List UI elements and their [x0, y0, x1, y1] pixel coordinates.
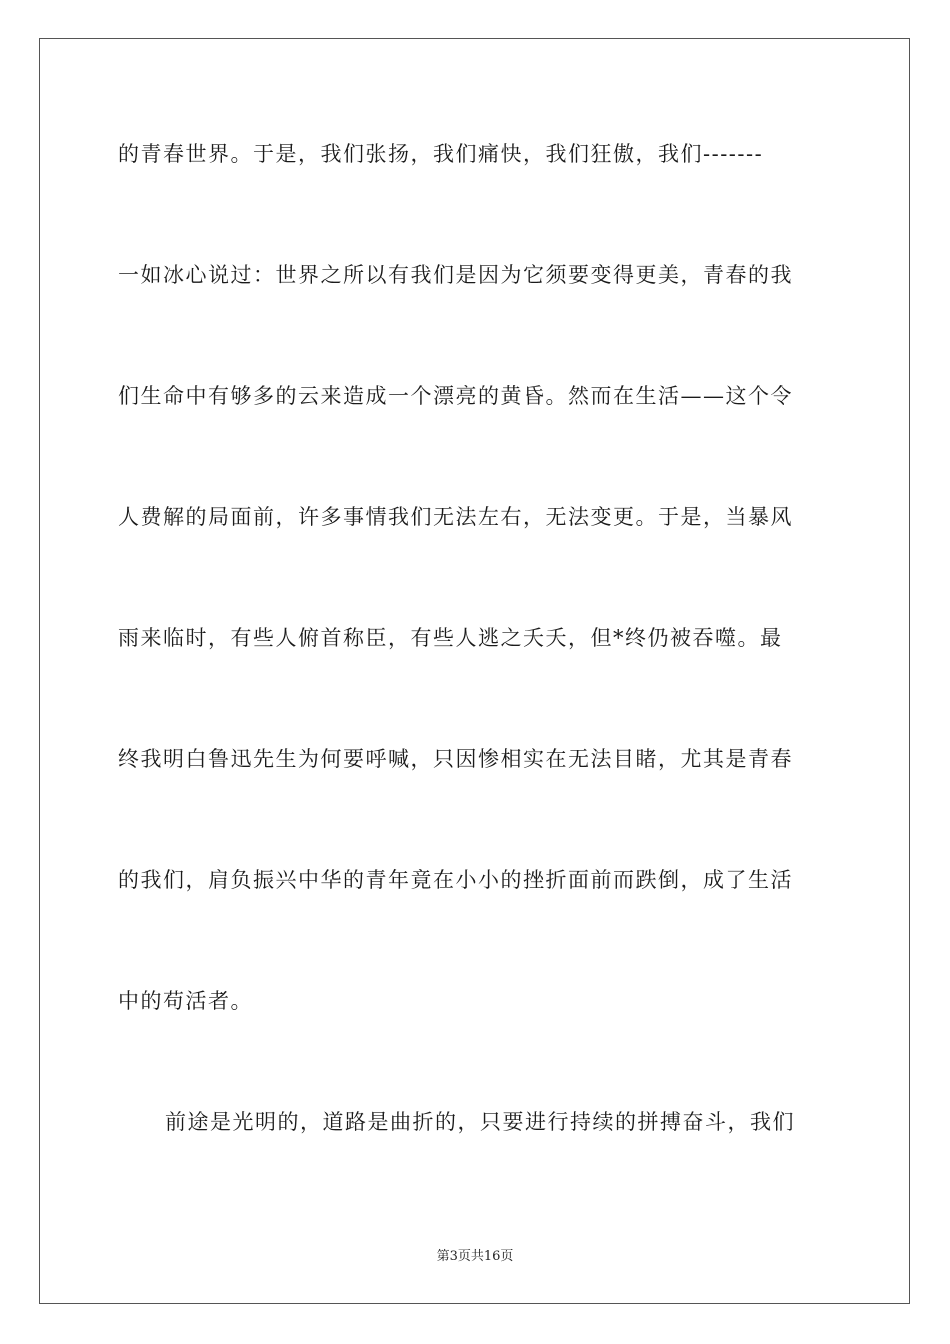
text-line-4: 人费解的局面前，许多事情我们无法左右，无法变更。于是，当暴风: [118, 505, 793, 529]
page-footer: [0, 1248, 950, 1266]
text-line-1: 的青春世界。于是，我们张扬，我们痛快，我们狂傲，我们-------: [118, 142, 764, 166]
paragraph-start-line: 前途是光明的，道路是曲折的，只要进行持续的拼搏奋斗，我们: [165, 1110, 795, 1134]
text-line-8: 中的苟活者。: [118, 989, 253, 1013]
page-number-current: 第3页: [436, 1249, 471, 1264]
page-number-total: 共16页: [470, 1249, 514, 1264]
text-line-3: 们生命中有够多的云来造成一个漂亮的黄昏。然而在生活——这个令: [118, 384, 793, 408]
text-line-5: 雨来临时，有些人俯首称臣，有些人逃之夭夭，但*终仍被吞噬。最: [118, 626, 783, 650]
text-line-6: 终我明白鲁迅先生为何要呼喊，只因惨相实在无法目睹，尤其是青春: [118, 747, 793, 771]
text-line-2: 一如冰心说过：世界之所以有我们是因为它须要变得更美，青春的我: [118, 263, 793, 287]
text-line-7: 的我们，肩负振兴中华的青年竟在小小的挫折面前而跌倒，成了生活: [118, 868, 793, 892]
